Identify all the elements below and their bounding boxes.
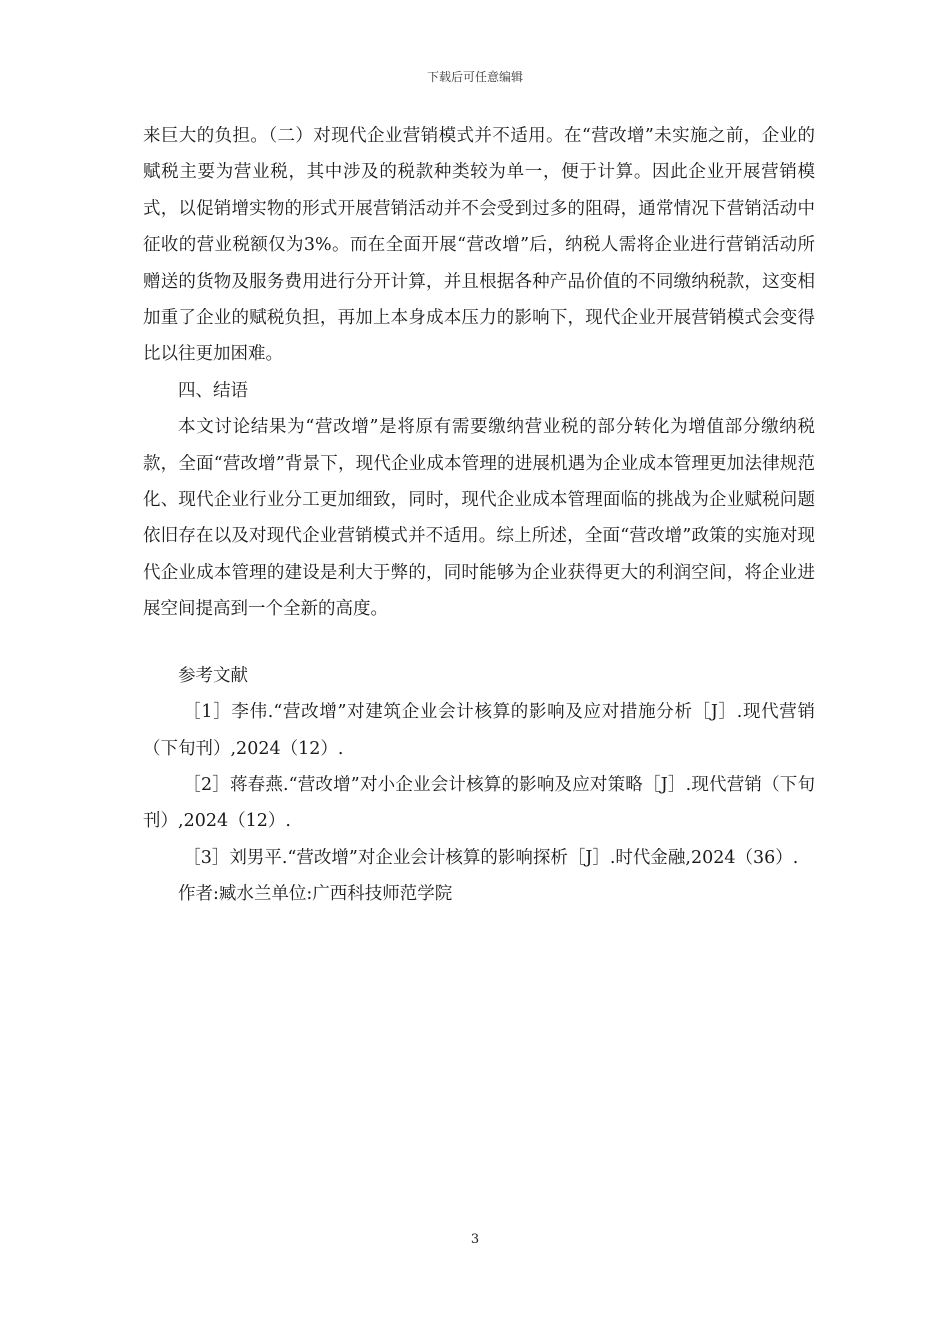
page-number: 3	[470, 1232, 480, 1247]
conclusion-paragraph: 本文讨论结果为“营改增”是将原有需要缴纳营业税的部分转化为增值部分缴纳税款，全面“营改增”背景下，现代企业成本管理的进展机遇为企业成本管理更加法律规范化、现代企业行业分工更加细致，同时，现代企业成本管理面临的挑战为企业赋税问题依旧存在以及对现代企业营销模式并不适用。综上所述，全面“营改增”政策的实施对现代企业成本管理的建设是利大于弊的，同时能够为企业获得更大的利润空间，将企业进展空间提高到一个全新的高度。	[143, 417, 815, 620]
page-header-note: 下载后可任意编辑	[426, 70, 523, 84]
body-paragraph-continued: 来巨大的负担。（二）对现代企业营销模式并不适用。在“营改增”未实施之前，企业的赋税主要为营业税，其中涉及的税款种类较为单一，便于计算。因此企业开展营销模式，以促销增实物的形式开展营销活动并不会受到过多的阻碍，通常情况下营销活动中征收的营业税额仅为3%。而在全面开展“营改增”后，纳税人需将企业进行营销活动所赠送的货物及服务费用进行分开计算，并且根据各种产品价值的不同缴纳税款，这变相加重了企业的赋税负担，再加上本身成本压力的影响下，现代企业开展营销模式会变得比以往更加困难。	[143, 126, 815, 365]
document-body	[143, 118, 815, 913]
reference-item-1: ［1］李伟.“营改增”对建筑企业会计核算的影响及应对措施分析［J］.现代营销（下旬刊）,2024（12）.	[143, 702, 815, 759]
author-line: 作者:臧水兰单位:广西科技师范学院	[178, 884, 453, 905]
reference-item-3: ［3］刘男平.“营改增”对企业会计核算的影响探析［J］.时代金融,2024（36）.	[183, 847, 799, 868]
references-title: 参考文献	[178, 665, 248, 686]
reference-item-2: ［2］蒋春燕.“营改增”对小企业会计核算的影响及应对策略［J］.现代营销（下旬刊）,2024（12）.	[143, 774, 815, 832]
section-heading: 四、结语	[178, 380, 248, 401]
